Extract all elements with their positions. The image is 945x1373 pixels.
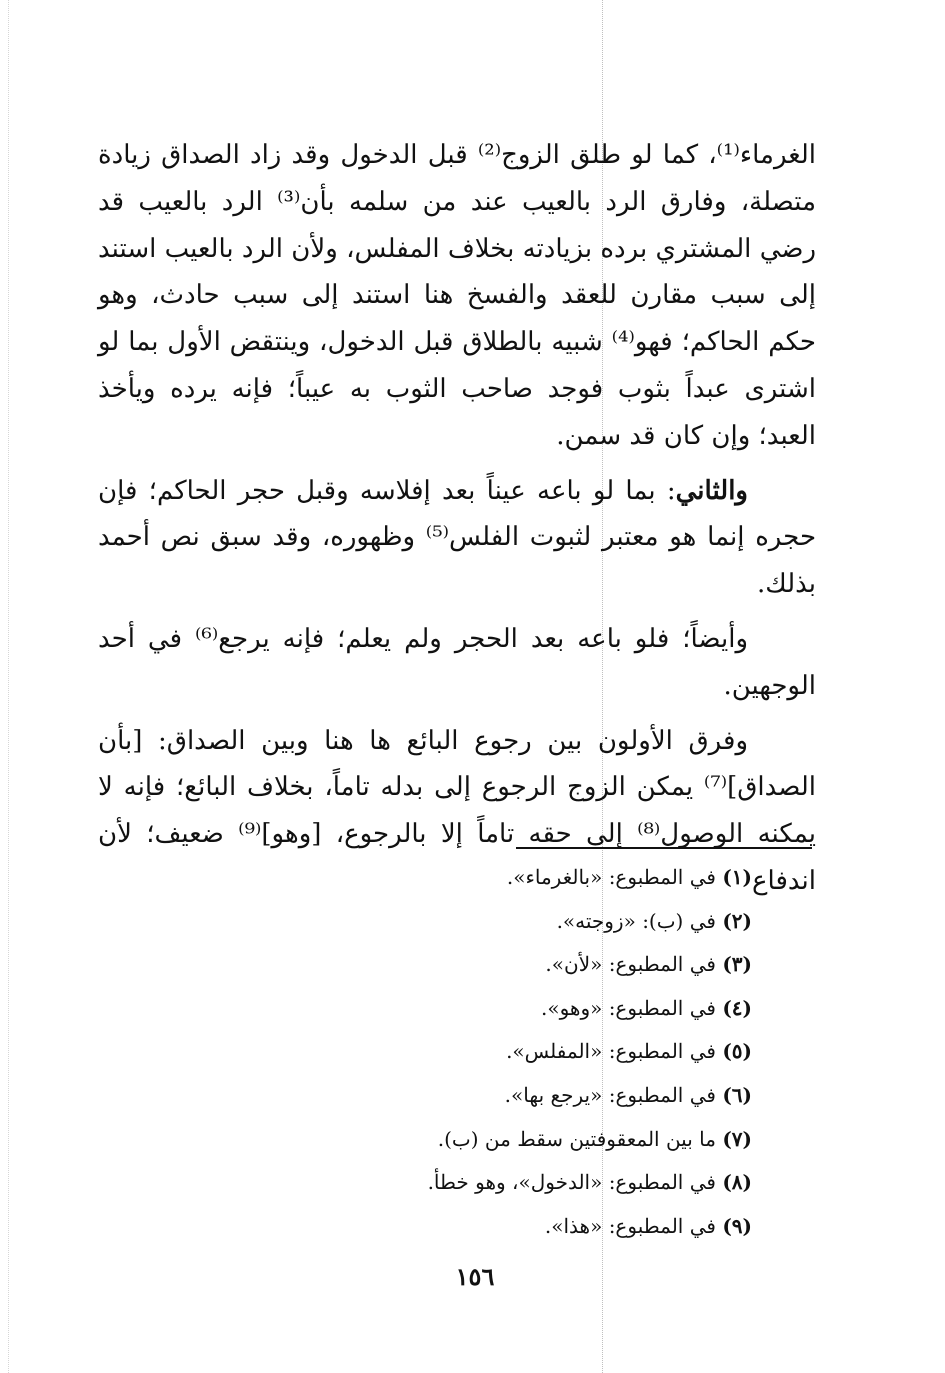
footnote-text: ما بين المعقوفتين سقط من (ب). bbox=[437, 1126, 716, 1151]
paragraph-3-text: وأيضاً؛ فلو باعه بعد الحجر ولم يعلم؛ فإنه يرجع⁽⁶⁾ في أحد الوجهين. bbox=[98, 623, 816, 701]
footnote-text: في المطبوع: «يرجع بها». bbox=[504, 1082, 716, 1107]
footnote-separator bbox=[516, 847, 812, 849]
paragraph-3 bbox=[98, 616, 816, 710]
paragraph-4-text: وفرق الأولون بين رجوع البائع ها هنا وبين الصداق: [بأن الصداق]⁽⁷⁾ يمكن الزوج الرجوع إلى بدله تاماً، بخلاف البائع؛ فإنه لا يمكنه الوصول⁽⁸⁾ إلى حقه تاماً إلا بالرجوع، [وهو]⁽⁹⁾ ضعيف؛ لأن اندفاع bbox=[98, 725, 817, 896]
footnote-6 bbox=[300, 1074, 752, 1118]
paragraph-2 bbox=[98, 468, 816, 608]
footnote-1 bbox=[300, 856, 752, 900]
footnote-number: (٨) bbox=[722, 1170, 752, 1195]
footnote-number: (٤) bbox=[722, 995, 752, 1020]
footnote-text: في المطبوع: «وهو». bbox=[540, 995, 716, 1020]
footnote-number: (٥) bbox=[722, 1039, 752, 1064]
paragraph-2-text: : بما لو باعه عيناً بعد إفلاسه وقبل حجر الحاكم؛ فإن حجره إنما هو معتبر لثبوت الفلس⁽⁵⁾ وظهوره، وقد سبق نص أحمد بذلك. bbox=[98, 475, 817, 600]
footnote-text: في المطبوع: «الدخول»، وهو خطأ. bbox=[427, 1170, 716, 1195]
footnote-number: (٧) bbox=[722, 1126, 752, 1151]
footnotes bbox=[300, 856, 752, 1248]
footnote-7 bbox=[300, 1118, 752, 1162]
footnote-4 bbox=[300, 987, 752, 1031]
footnote-number: (٦) bbox=[722, 1082, 752, 1107]
footnote-2 bbox=[300, 900, 752, 944]
footnote-number: (٩) bbox=[722, 1213, 752, 1238]
footnote-8 bbox=[300, 1161, 752, 1205]
footnote-text: في المطبوع: «المفلس». bbox=[506, 1039, 716, 1064]
footnote-text: في المطبوع: «بالغرماء». bbox=[506, 865, 716, 889]
footnote-text: في المطبوع: «هذا». bbox=[544, 1213, 716, 1238]
paragraph-2-lead: والثاني bbox=[675, 475, 748, 506]
footnote-5 bbox=[300, 1030, 752, 1074]
footnote-number: (٣) bbox=[722, 952, 752, 977]
footnote-9 bbox=[300, 1205, 752, 1249]
main-text bbox=[98, 132, 816, 913]
paragraph-1 bbox=[98, 132, 816, 460]
footnote-number: (١) bbox=[722, 865, 752, 889]
footnote-text: في المطبوع: «لأن». bbox=[545, 952, 716, 977]
page-edge-dots bbox=[8, 0, 9, 1373]
paragraph-1-text: الغرماء⁽¹⁾، كما لو طلق الزوج⁽²⁾ قبل الدخول وقد زاد الصداق زيادة متصلة، وفارق الرد بالعيب عند من سلمه بأن⁽³⁾ الرد بالعيب قد رضي المشتري برده بزيادته بخلاف المفلس، ولأن الرد بالعيب استند إلى سبب مقارن للعقد والفسخ هنا استند إلى سبب حادث، وهو حكم الحاكم؛ فهو⁽⁴⁾ شبيه بالطلاق قبل الدخول، وينتقض الأول بما لو اشترى عبداً بثوب فوجد صاحب الثوب به عيباً؛ فإنه يرده ويأخذ العبد؛ وإن كان قد سمن. bbox=[98, 140, 816, 451]
footnote-3 bbox=[300, 943, 752, 987]
footnote-number: (٢) bbox=[722, 908, 752, 933]
footnote-text: في (ب): «زوجته». bbox=[556, 908, 716, 933]
page-number: ١٥٦ bbox=[455, 1262, 495, 1291]
